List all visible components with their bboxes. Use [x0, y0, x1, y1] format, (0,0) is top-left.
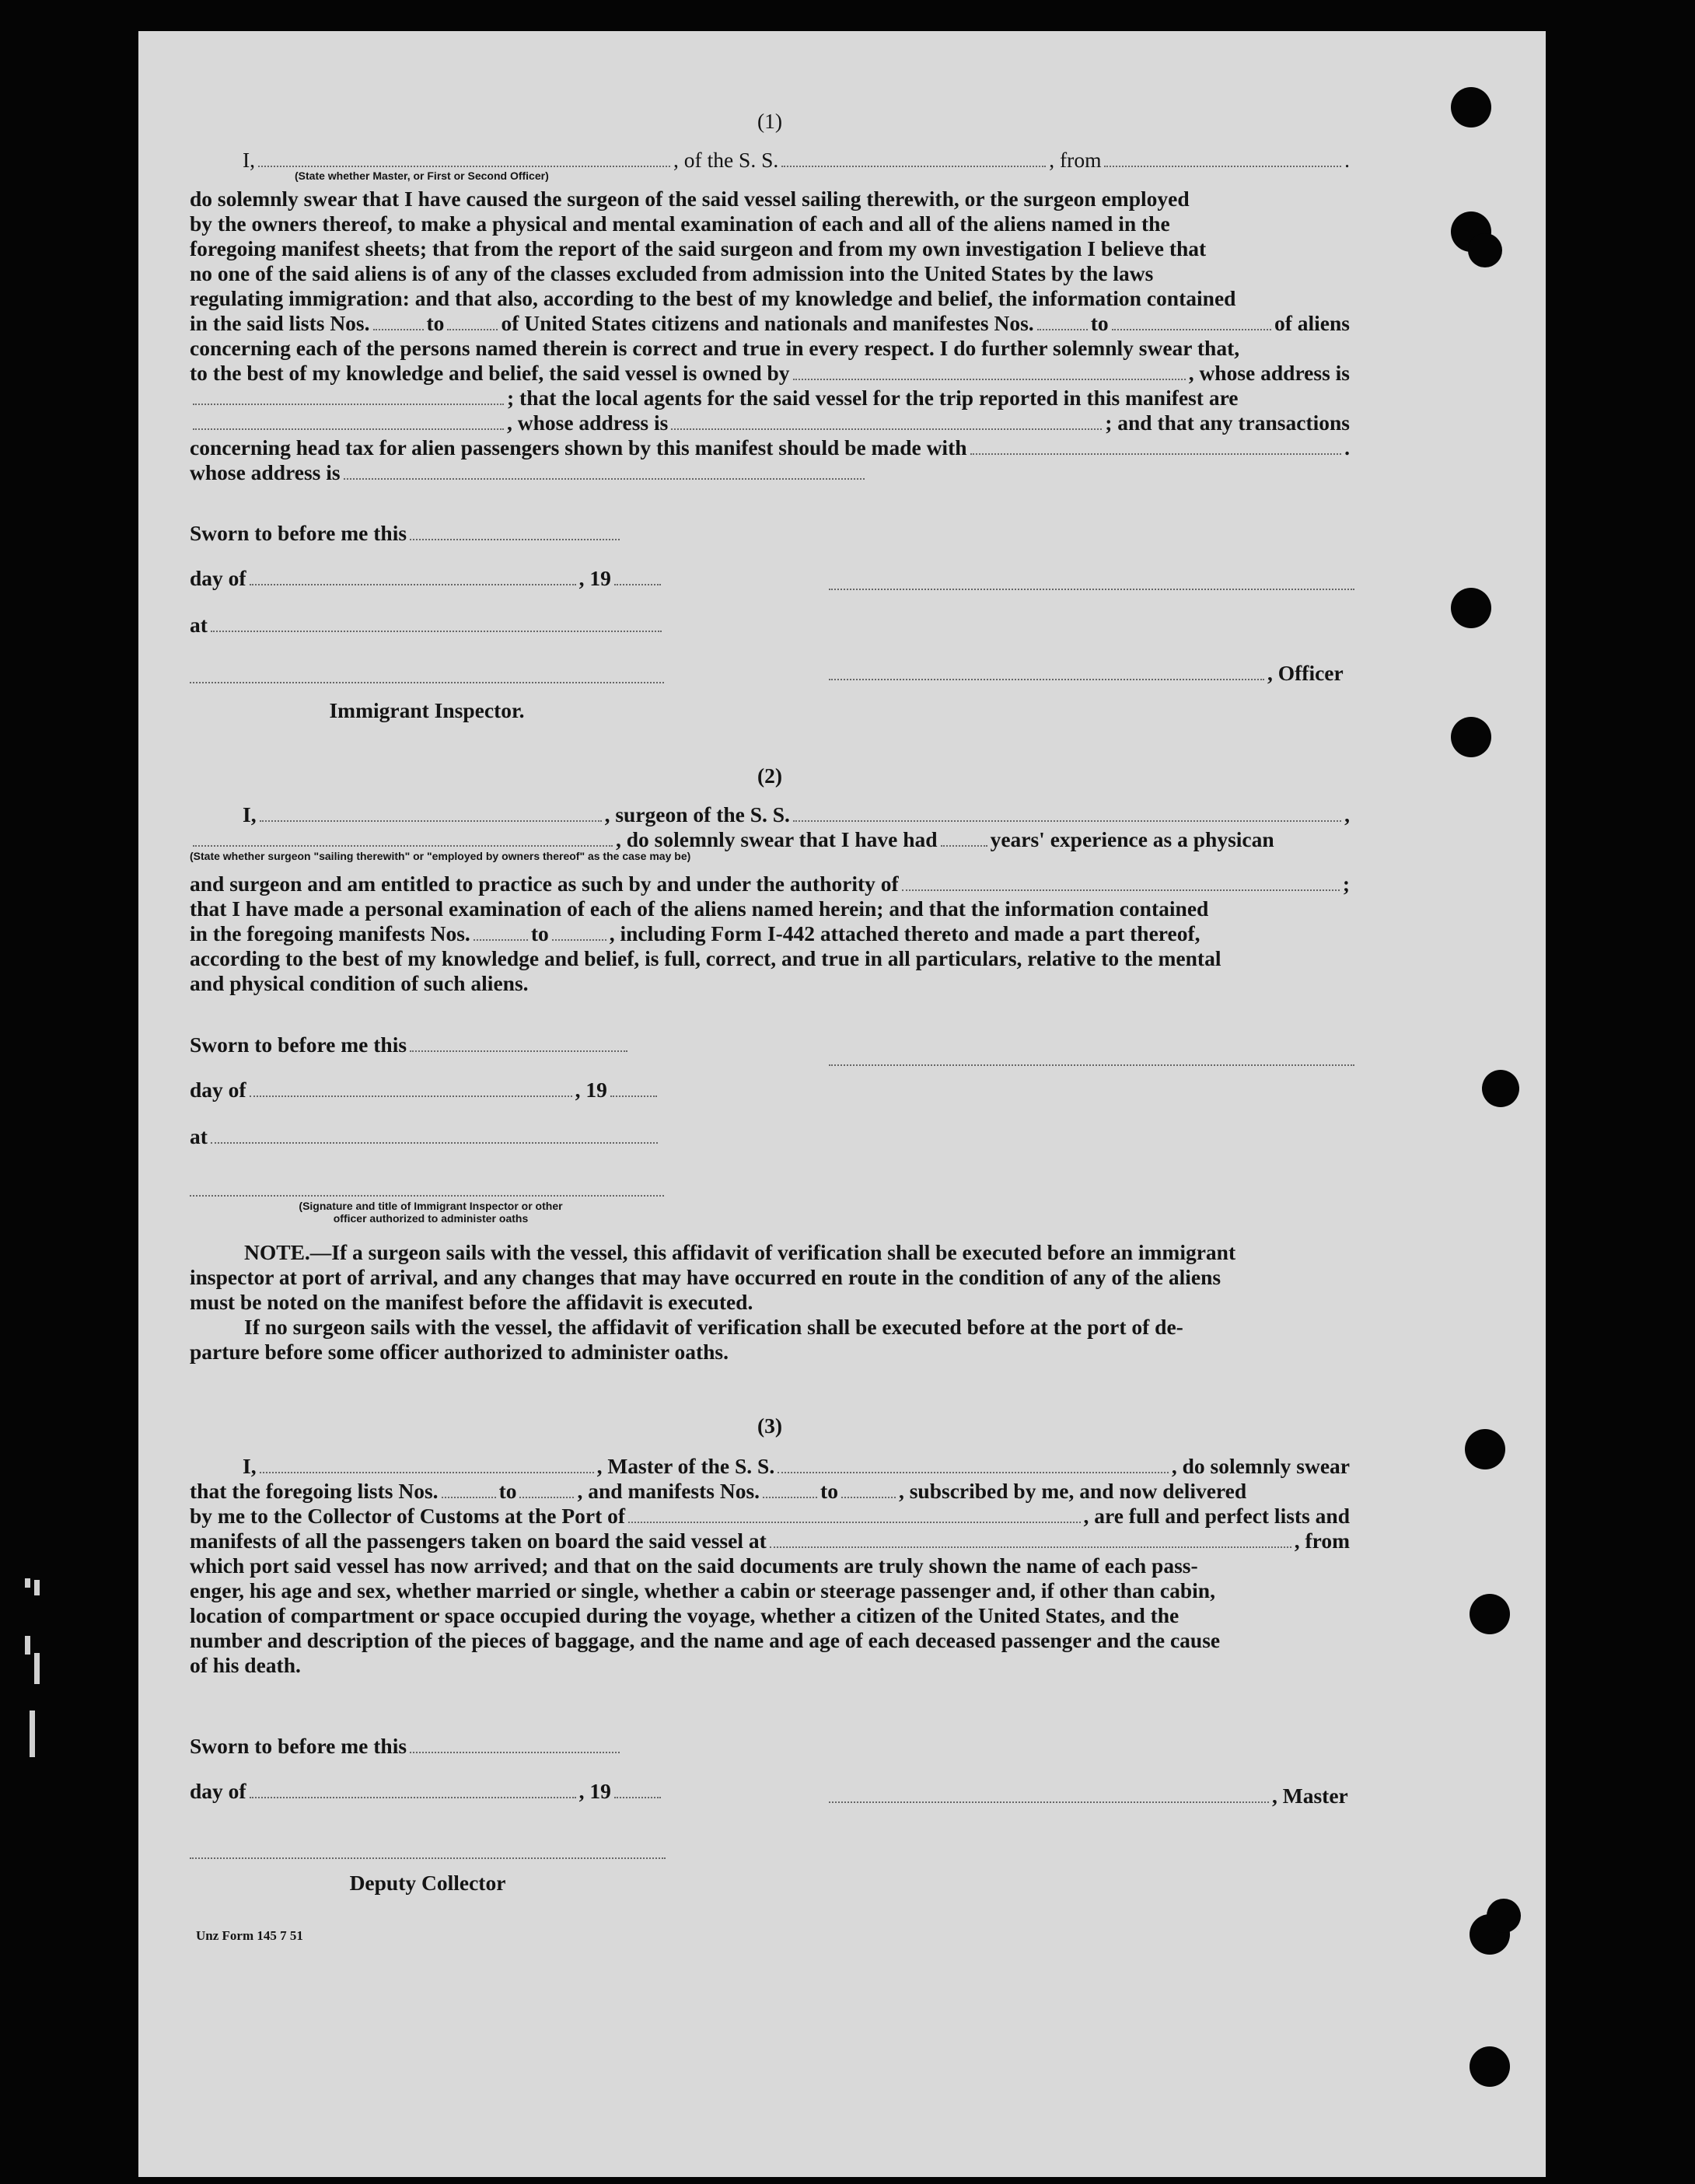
- section-2-text: and surgeon and am entitled to practice as such by and under the authority of: [190, 872, 899, 896]
- section-2-signature-note: [244, 1200, 617, 1225]
- punch-hole-decoration: [1487, 1899, 1521, 1933]
- administering-officer-signature-line[interactable]: [190, 1194, 664, 1197]
- sworn-place-field[interactable]: [211, 630, 662, 632]
- manifest-from-field[interactable]: [474, 938, 528, 941]
- section-3-text: , are full and perfect lists and: [1083, 1504, 1350, 1528]
- lists-to-field[interactable]: [519, 1496, 574, 1498]
- section-3-text: that the foregoing lists Nos.: [190, 1479, 439, 1503]
- section-3-text: by me to the Collector of Customs at the Port of: [190, 1504, 626, 1528]
- form-content: [190, 109, 1350, 485]
- section-1-text: of aliens: [1274, 311, 1350, 335]
- note-text: inspector at port of arrival, and any changes that may have occurred en route in the condition of any of the aliens: [190, 1265, 1221, 1289]
- punch-hole-decoration: [1451, 87, 1491, 128]
- sworn-year-field[interactable]: [610, 1095, 657, 1097]
- section-1-i: I,: [243, 148, 256, 172]
- year-prefix-label: , 19: [575, 1078, 607, 1102]
- departure-port-field[interactable]: [1104, 165, 1341, 167]
- sworn-year-field[interactable]: [614, 1796, 661, 1798]
- section-2-text: , including Form I-442 attached thereto and made a part thereof,: [609, 921, 1200, 945]
- sworn-month-field[interactable]: [250, 583, 576, 585]
- sworn-year-field[interactable]: [614, 583, 661, 585]
- section-3-text: location of compartment or space occupied during the voyage, whether a citizen of the United States, and the: [190, 1603, 1180, 1627]
- punch-hole-decoration: [1482, 1070, 1519, 1107]
- alien-manifest-to-field[interactable]: [1112, 328, 1271, 330]
- form-page: [138, 31, 1546, 2177]
- section-1-from: , from: [1049, 148, 1102, 172]
- section-3-text: which port said vessel has now arrived; and that on the said documents are truly shown the name of each pass-: [190, 1553, 1198, 1578]
- section-3-text: , Master of the S. S.: [596, 1454, 775, 1478]
- section-3-text: number and description of the pieces of baggage, and the name and age of each deceased passenger and the cause: [190, 1628, 1221, 1652]
- section-1-text: no one of the said aliens is of any of the classes excluded from admission into the United States by the laws: [190, 261, 1154, 285]
- section-3-line-1: [190, 1454, 1350, 1479]
- sworn-label: Sworn to before me this: [190, 521, 407, 545]
- section-2-text: , do solemnly swear that I have had: [616, 827, 938, 851]
- manifests-to-field[interactable]: [841, 1496, 896, 1498]
- section-2-at-line: [190, 1124, 661, 1149]
- section-2-line-1: [190, 802, 1350, 827]
- section-1-officer-note: (State whether Master, or First or Second Officer): [295, 169, 549, 182]
- section-1-head-tax-line: [190, 435, 1350, 460]
- master-label: , Master: [1272, 1784, 1348, 1808]
- section-1-text: of United States citizens and nationals and manifestes Nos.: [501, 311, 1034, 335]
- section-3-line-2: [190, 1479, 1350, 1504]
- section-1-text: foregoing manifest sheets; that from the report of the said surgeon and from my own investigation I believe that: [190, 236, 1207, 260]
- owner-address-field[interactable]: [193, 403, 504, 405]
- section-1-text: concerning each of the persons named therein is correct and true in every respect. I do further solemnly swear that,: [190, 336, 1240, 360]
- section-3-number: (3): [757, 1413, 783, 1438]
- section-1-head-tax-address-line: [190, 460, 1350, 485]
- agent-address-field[interactable]: [671, 428, 1102, 430]
- inspector-signature-line[interactable]: [190, 681, 664, 683]
- officer-rank-field[interactable]: [258, 165, 670, 167]
- sworn-label: Sworn to before me this: [190, 1734, 407, 1758]
- master-name-field[interactable]: [260, 1471, 594, 1473]
- section-2-text: in the foregoing manifests Nos.: [190, 921, 470, 945]
- punch-hole-decoration: [1470, 2046, 1510, 2087]
- day-of-label: day of: [190, 1779, 246, 1803]
- sworn-day-field[interactable]: [410, 1751, 620, 1753]
- section-3-sworn-line: [190, 1734, 623, 1759]
- punch-hole-decoration: [1468, 233, 1502, 267]
- day-of-label: day of: [190, 566, 246, 590]
- section-1-owner-line: [190, 361, 1350, 386]
- head-tax-address-field[interactable]: [344, 477, 865, 480]
- vessel-name-field[interactable]: [781, 165, 1046, 167]
- section-2-line-3: [190, 872, 1350, 896]
- sworn-place-field[interactable]: [211, 1141, 658, 1144]
- section-1-text: , whose address is: [507, 411, 669, 435]
- sworn-day-field[interactable]: [410, 1050, 627, 1052]
- section-3-text: , from: [1294, 1529, 1350, 1553]
- sworn-day-field[interactable]: [410, 538, 620, 540]
- manifest-to-field[interactable]: [552, 938, 606, 941]
- punch-hole-decoration: [1451, 588, 1491, 628]
- section-1-text: to: [1090, 311, 1109, 335]
- note-text: must be noted on the manifest before the affidavit is executed.: [190, 1290, 753, 1314]
- section-1-lists-line: [190, 311, 1350, 336]
- section-2-status-note: (State whether surgeon "sailing therewith" or "employed by owners thereof" as the case may be): [190, 850, 691, 862]
- section-1-agents-line: [190, 386, 1350, 411]
- local-agents-field[interactable]: [193, 428, 504, 430]
- section-1-text: .: [1344, 435, 1350, 460]
- section-2-text: I,: [243, 802, 257, 826]
- section-2: [190, 764, 1350, 996]
- signature-note-line: officer authorized to administer oaths: [333, 1212, 529, 1225]
- section-1-of-ss: , of the S. S.: [673, 148, 779, 172]
- section-1-at-line: [190, 613, 665, 638]
- section-2-text: to: [530, 921, 549, 945]
- section-1-text: ; that the local agents for the said vessel for the trip reported in this manifest are: [507, 386, 1239, 410]
- note-text: parture before some officer authorized to administer oaths.: [190, 1340, 729, 1364]
- section-3: [190, 1413, 1350, 1678]
- section-2-text: that I have made a personal examination of each of the aliens named herein; and that the information contained: [190, 896, 1209, 921]
- officer-label: , Officer: [1267, 661, 1344, 685]
- section-1-agent-address-line: [190, 411, 1350, 435]
- section-3-text: to: [820, 1479, 838, 1503]
- section-2-line-2: [190, 827, 1350, 852]
- section-3-text: manifests of all the passengers taken on board the said vessel at: [190, 1529, 767, 1553]
- section-3-text: enger, his age and sex, whether married or single, whether a cabin or steerage passenger and, if other than cabin,: [190, 1578, 1215, 1602]
- at-label: at: [190, 613, 208, 637]
- section-1-text: ; and that any transactions: [1105, 411, 1350, 435]
- practice-authority-field[interactable]: [902, 889, 1340, 891]
- head-tax-party-field[interactable]: [970, 453, 1342, 455]
- port-of-arrival-field[interactable]: [628, 1521, 1080, 1523]
- section-2-text: and physical condition of such aliens.: [190, 971, 529, 995]
- section-1-text: to the best of my knowledge and belief, the said vessel is owned by: [190, 361, 790, 385]
- surgeon-status-field[interactable]: [193, 844, 613, 847]
- note-text: NOTE.—If a surgeon sails with the vessel, this affidavit of verification shall be executed before an immigrant: [244, 1240, 1236, 1264]
- section-2-text: , surgeon of the S. S.: [604, 802, 790, 826]
- section-1-text: in the said lists Nos.: [190, 311, 370, 335]
- section-2-number: (2): [757, 764, 783, 788]
- port-of-embarkation-field[interactable]: [770, 1546, 1291, 1548]
- immigrant-inspector-label: Immigrant Inspector.: [329, 698, 525, 722]
- section-2-line-5: [190, 921, 1350, 946]
- master-signature-line[interactable]: [829, 1801, 1269, 1803]
- margin-marks-decoration: [22, 1578, 53, 1812]
- years-experience-field[interactable]: [941, 844, 987, 847]
- signature-note-line: (Signature and title of Immigrant Inspector or other: [299, 1200, 563, 1212]
- alien-manifest-from-field[interactable]: [1037, 328, 1088, 330]
- section-2-text: according to the best of my knowledge and belief, is full, correct, and true in all particulars, relative to the mental: [190, 946, 1221, 970]
- section-1-day-line: [190, 566, 664, 591]
- officer-signature-line-1[interactable]: [829, 588, 1354, 590]
- section-3-text: of his death.: [190, 1653, 301, 1677]
- section-1-text: do solemnly swear that I have caused the surgeon of the said vessel sailing therewith, or the surgeon employed: [190, 187, 1190, 211]
- day-of-label: day of: [190, 1078, 246, 1102]
- surgeon-signature-line[interactable]: [829, 1064, 1354, 1066]
- section-3-text: , subscribed by me, and now delivered: [898, 1479, 1247, 1503]
- form-identifier: Unz Form 145 7 51: [196, 1928, 303, 1943]
- verification-note: [190, 1240, 1350, 1365]
- section-1-officer-line: [829, 661, 1344, 686]
- section-3-line-3: [190, 1504, 1350, 1529]
- vessel-owner-field[interactable]: [793, 378, 1186, 380]
- year-prefix-label: , 19: [578, 566, 611, 590]
- section-2-text: ;: [1342, 872, 1350, 896]
- surgeon-vessel-field[interactable]: [793, 819, 1341, 822]
- section-2-text: ,: [1344, 802, 1350, 826]
- deputy-collector-signature-line[interactable]: [190, 1857, 666, 1859]
- section-3-text: , do solemnly swear: [1171, 1454, 1350, 1478]
- section-1-sworn-line: [190, 521, 623, 546]
- section-1-text: by the owners thereof, to make a physical and mental examination of each and all of the aliens named in the: [190, 211, 1170, 236]
- section-1-line-1-end: .: [1344, 148, 1350, 172]
- section-2-day-line: [190, 1078, 660, 1102]
- section-3-text: , and manifests Nos.: [577, 1479, 760, 1503]
- section-1-text: regulating immigration: and that also, according to the best of my knowledge and belief, the information contained: [190, 286, 1236, 310]
- punch-hole-decoration: [1451, 717, 1491, 757]
- section-1-text: , whose address is: [1188, 361, 1350, 385]
- section-3-master-line: [829, 1784, 1348, 1808]
- sworn-month-field[interactable]: [250, 1095, 572, 1097]
- section-1-body: [190, 187, 1350, 485]
- section-3-line-4: [190, 1529, 1350, 1553]
- at-label: at: [190, 1124, 208, 1148]
- section-2-sworn-line: [190, 1033, 631, 1057]
- year-prefix-label: , 19: [578, 1779, 611, 1803]
- section-3-text: I,: [243, 1454, 257, 1478]
- section-3-day-line: [190, 1779, 664, 1804]
- citizen-list-from-field[interactable]: [373, 328, 424, 330]
- punch-hole-decoration: [1465, 1429, 1505, 1469]
- deputy-collector-label: Deputy Collector: [349, 1871, 506, 1895]
- master-vessel-field[interactable]: [778, 1471, 1169, 1473]
- lists-from-field[interactable]: [442, 1496, 496, 1498]
- sworn-label: Sworn to before me this: [190, 1033, 407, 1057]
- surgeon-name-field[interactable]: [260, 819, 602, 822]
- note-text: If no surgeon sails with the vessel, the affidavit of verification shall be executed before at the port of de-: [244, 1315, 1183, 1339]
- section-2-text: years' experience as a physican: [990, 827, 1274, 851]
- officer-signature-line-2[interactable]: [829, 678, 1264, 680]
- manifests-from-field[interactable]: [763, 1496, 817, 1498]
- punch-hole-decoration: [1470, 1594, 1510, 1634]
- section-1-text: concerning head tax for alien passengers shown by this manifest should be made with: [190, 435, 967, 460]
- section-1-number: (1): [757, 109, 783, 133]
- citizen-list-to-field[interactable]: [447, 328, 498, 330]
- section-3-text: to: [498, 1479, 517, 1503]
- sworn-month-field[interactable]: [250, 1796, 576, 1798]
- section-1-text: whose address is: [190, 460, 341, 484]
- section-1-text: to: [426, 311, 445, 335]
